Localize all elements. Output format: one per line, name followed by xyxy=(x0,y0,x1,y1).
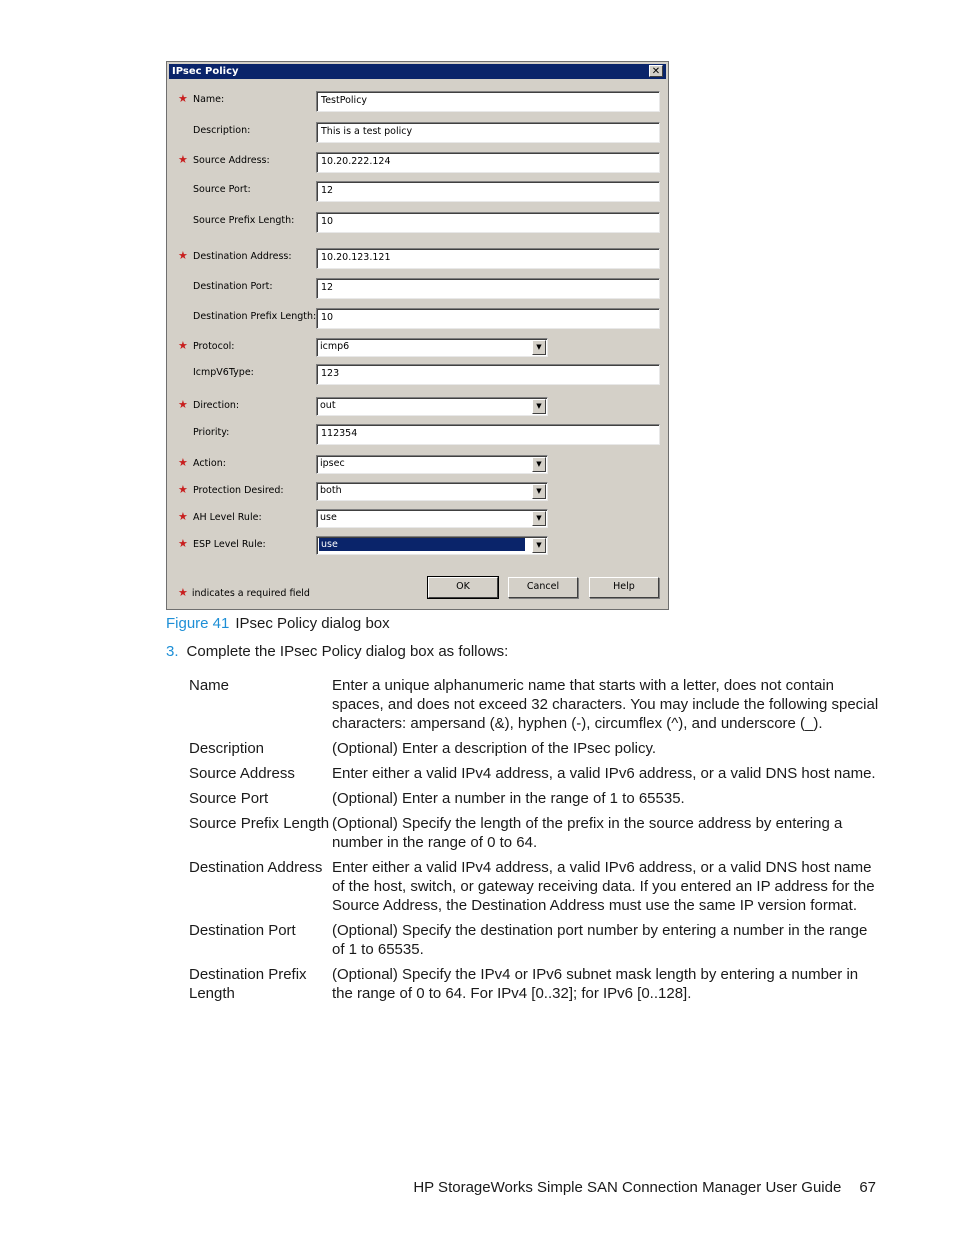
field-label: Name: xyxy=(193,94,225,105)
dropdown-arrow-icon[interactable]: ▼ xyxy=(532,511,546,526)
description-input[interactable]: This is a test policy xyxy=(316,122,660,143)
protection-desired-select[interactable] xyxy=(316,482,548,501)
field-row-source-address xyxy=(167,152,668,174)
field-label: Priority: xyxy=(193,427,230,438)
action-select[interactable] xyxy=(316,455,548,474)
definition-row xyxy=(189,789,879,808)
name-input[interactable]: TestPolicy xyxy=(316,91,660,112)
definition-row xyxy=(189,965,879,1003)
figure-number: Figure 41 xyxy=(166,615,230,632)
ipsec-policy-dialog xyxy=(166,61,669,610)
field-label: Source Address: xyxy=(193,155,270,166)
definition-term: Destination Address xyxy=(189,859,323,876)
source-port-input[interactable]: 12 xyxy=(316,181,660,202)
field-row-protocol xyxy=(167,338,668,360)
required-star-icon: ★ xyxy=(178,153,188,166)
definition-row xyxy=(189,814,879,852)
definition-row xyxy=(189,676,879,733)
source-address-input[interactable]: 10.20.222.124 xyxy=(316,152,660,173)
step-text: Complete the IPsec Policy dialog box as follows: xyxy=(186,643,509,660)
required-star-icon: ★ xyxy=(178,339,188,352)
field-label: Destination Port: xyxy=(193,281,273,292)
destination-port-input[interactable]: 12 xyxy=(316,278,660,299)
definition-description: Enter a unique alphanumeric name that starts with a letter, does not contain spaces, and does not exceed 32 characters. You may include the following special characters: ampersand (&), hyphen (-), circumflex (^), and underscore (_). xyxy=(332,677,879,732)
esp-level-rule-select[interactable] xyxy=(316,536,548,555)
dropdown-arrow-icon[interactable]: ▼ xyxy=(532,484,546,499)
field-row-description xyxy=(167,122,668,144)
definition-description: Enter either a valid IPv4 address, a valid IPv6 address, or a valid DNS host name. xyxy=(332,765,876,782)
definition-description: (Optional) Specify the destination port number by entering a number in the range of 1 to 65535. xyxy=(332,922,868,958)
required-note-text: indicates a required field xyxy=(191,588,310,599)
required-field-note xyxy=(178,587,310,599)
direction-select[interactable] xyxy=(316,397,548,416)
field-label: Direction: xyxy=(193,400,240,411)
field-label: Destination Prefix Length: xyxy=(193,311,317,322)
field-label: Protection Desired: xyxy=(193,485,284,496)
field-label: Action: xyxy=(193,458,226,469)
ah-level-rule-select[interactable] xyxy=(316,509,548,528)
figure-caption-text: IPsec Policy dialog box xyxy=(235,615,390,632)
field-row-direction xyxy=(167,397,668,419)
field-label: Destination Address: xyxy=(193,251,292,262)
definition-term: Description xyxy=(189,740,265,757)
definition-term: Source Prefix Length xyxy=(189,815,330,832)
select-value: out xyxy=(320,400,336,411)
field-row-destination-port xyxy=(167,278,668,300)
definition-row xyxy=(189,921,879,959)
field-row-esp-level-rule xyxy=(167,536,668,558)
field-label: AH Level Rule: xyxy=(193,512,262,523)
field-row-protection-desired xyxy=(167,482,668,504)
field-row-action xyxy=(167,455,668,477)
icmpv6-type-input[interactable]: 123 xyxy=(316,364,660,385)
dialog-title-bar xyxy=(169,64,666,79)
definition-description: (Optional) Enter a number in the range of 1 to 65535. xyxy=(332,790,685,807)
required-star-icon: ★ xyxy=(178,537,188,550)
required-star-icon: ★ xyxy=(178,510,188,523)
select-value: icmp6 xyxy=(320,341,350,352)
field-row-destination-prefix-length xyxy=(167,308,668,330)
protocol-select[interactable] xyxy=(316,338,548,357)
required-star-icon: ★ xyxy=(178,398,188,411)
dropdown-arrow-icon[interactable]: ▼ xyxy=(532,340,546,355)
required-star-icon: ★ xyxy=(178,249,188,262)
priority-input[interactable]: 112354 xyxy=(316,424,660,445)
field-row-source-prefix-length xyxy=(167,212,668,234)
required-star-icon: ★ xyxy=(178,92,188,105)
dropdown-arrow-icon[interactable]: ▼ xyxy=(532,538,546,553)
field-label: Protocol: xyxy=(193,341,235,352)
step-number: 3. xyxy=(166,643,179,660)
definition-description: (Optional) Enter a description of the IPsec policy. xyxy=(332,740,657,757)
definition-term: Name xyxy=(189,677,230,694)
field-label: Source Prefix Length: xyxy=(193,215,295,226)
select-value: use xyxy=(319,538,525,551)
field-label: IcmpV6Type: xyxy=(193,367,254,378)
procedure-step xyxy=(166,643,508,660)
field-row-destination-address xyxy=(167,248,668,270)
destination-prefix-length-input[interactable]: 10 xyxy=(316,308,660,329)
required-star-icon: ★ xyxy=(178,586,188,599)
dialog-title: IPsec Policy xyxy=(172,66,239,77)
destination-address-input[interactable]: 10.20.123.121 xyxy=(316,248,660,269)
select-value: use xyxy=(320,512,337,523)
field-row-source-port xyxy=(167,181,668,203)
dropdown-arrow-icon[interactable]: ▼ xyxy=(532,457,546,472)
guide-title: HP StorageWorks Simple SAN Connection Manager User Guide xyxy=(413,1179,842,1196)
definition-row xyxy=(189,764,879,783)
definition-term: Source Address xyxy=(189,765,295,782)
help-button[interactable]: Help xyxy=(589,577,659,598)
definition-row xyxy=(189,858,879,915)
field-row-ah-level-rule xyxy=(167,509,668,531)
field-definition-list xyxy=(189,676,879,1009)
cancel-button[interactable]: Cancel xyxy=(508,577,578,598)
source-prefix-length-input[interactable]: 10 xyxy=(316,212,660,233)
definition-term: Source Port xyxy=(189,790,269,807)
page-footer xyxy=(413,1179,876,1196)
close-icon[interactable]: ✕ xyxy=(649,65,663,77)
required-star-icon: ★ xyxy=(178,483,188,496)
field-row-priority xyxy=(167,424,668,446)
field-label: Source Port: xyxy=(193,184,251,195)
definition-description: Enter either a valid IPv4 address, a valid IPv6 address, or a valid DNS host name of the host, switch, or gateway receiving data. If you entered an IP address for the Source Address, the Destination Address must use the same IP version format. xyxy=(332,859,875,914)
figure-caption xyxy=(166,615,390,632)
definition-description: (Optional) Specify the IPv4 or IPv6 subnet mask length by entering a number in the range of 0 to 64. For IPv4 [0..32]; for IPv6 [0..128]. xyxy=(332,966,859,1002)
field-label: Description: xyxy=(193,125,251,136)
field-label: ESP Level Rule: xyxy=(193,539,266,550)
field-row-name xyxy=(167,91,668,113)
ok-button[interactable]: OK xyxy=(428,577,498,598)
page-number: 67 xyxy=(859,1179,876,1196)
dropdown-arrow-icon[interactable]: ▼ xyxy=(532,399,546,414)
definition-description: (Optional) Specify the length of the prefix in the source address by entering a number in the range of 0 to 64. xyxy=(332,815,843,851)
definition-row xyxy=(189,739,879,758)
select-value: both xyxy=(320,485,342,496)
definition-term: Destination Port xyxy=(189,922,296,939)
definition-term: Destination Prefix Length xyxy=(189,966,307,1002)
select-value: ipsec xyxy=(320,458,345,469)
required-star-icon: ★ xyxy=(178,456,188,469)
field-row-icmpv6-type xyxy=(167,364,668,386)
